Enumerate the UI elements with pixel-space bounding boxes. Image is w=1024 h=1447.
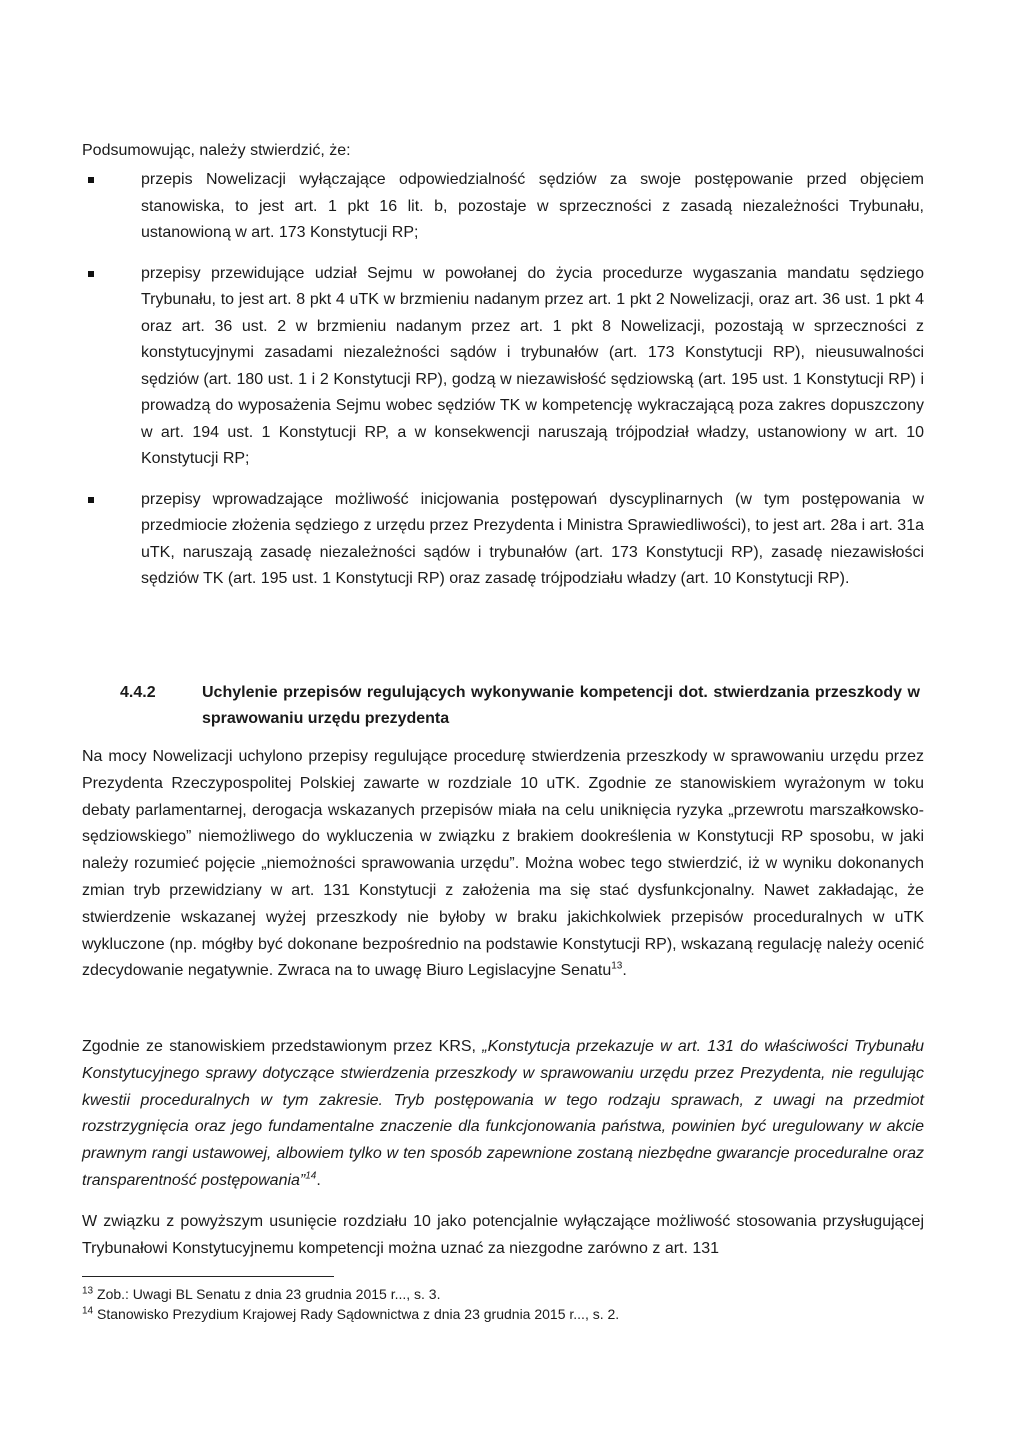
list-item [82, 487, 924, 593]
section-heading [120, 680, 920, 732]
list-item-text: przepis Nowelizacji wyłączające odpowiedzialność sędziów za swoje postępowanie przed objęciem stanowiska, to jest art. 1 pkt 16 lit. b, pozostaje w sprzeczności z zasadą niezależności Trybunału, ustanowioną w art. 173 Konstytucji RP; [141, 171, 924, 241]
paragraph-quote [82, 1034, 924, 1195]
bullet-marker [88, 271, 94, 277]
paragraph-text: Na mocy Nowelizacji uchylono przepisy regulujące procedurę stwierdzenia przeszkody w sprawowaniu urzędu przez Prezydenta Rzeczypospolitej Polskiej zawarte w rozdziale 10 uTK. Zgodnie ze stanowiskiem wyrażonym w toku debaty parlamentarnej, derogacja wskazanych przepisów miała na celu uniknięcia ryzyka „przewrotu marszałkowsko-sędziowskiego” niemożliwego do wykluczenia w związku z brakiem dookreślenia w Konstytucji RP sposobu, w jaki należy rozumieć pojęcie „niemożności sprawowania urzędu”. Można wobec tego stwierdzić, iż w wyniku dokonanych zmian tryb przewidziany w art. 131 Konstytucji z założenia ma się stać dysfunkcjonalny. Nawet zakładając, że stwierdzenie wskazanej wyżej przeszkody nie byłoby w braku jakichkolwiek przepisów proceduralnych w uTK wykluczone (np. mógłby być dokonane bezpośrednio na podstawie Konstytucji RP), wskazaną regulację należy ocenić zdecydowanie negatywnie. Zwraca na to uwagę Biuro Legislacyjne Senatu [82, 748, 924, 980]
paragraph-end: . [316, 1171, 321, 1189]
footnote-text: Zob.: Uwagi BL Senatu z dnia 23 grudnia 2015 r..., s. 3. [93, 1286, 441, 1302]
footnotes [82, 1284, 924, 1324]
list-item-text: przepisy wprowadzające możliwość inicjowania postępowań dyscyplinarnych (w tym postępowania w przedmiocie złożenia sędziego z urzędu przez Prezydenta i Ministra Sprawiedliwości), to jest art. 28a i art. 31a uTK, naruszają zasadę niezależności sądów i trybunałów (art. 173 Konstytucji RP), zasadę niezawisłości sędziów TK (art. 195 ust. 1 Konstytucji RP) oraz zasadę trójpodziału władzy (art. 10 Konstytucji RP). [141, 490, 924, 587]
bullet-marker [88, 177, 94, 183]
section-title: Uchylenie przepisów regulujących wykonywanie kompetencji dot. stwierdzania przeszkody w sprawowaniu urzędu prezydenta [202, 684, 920, 727]
paragraph-end: . [622, 962, 627, 980]
footnote-number: 13 [82, 1285, 94, 1297]
footnote-text: Stanowisko Prezydium Krajowej Rady Sądownictwa z dnia 23 grudnia 2015 r..., s. 2. [93, 1306, 620, 1322]
conclusions-list [82, 167, 924, 607]
section-number: 4.4.2 [120, 684, 156, 701]
paragraph-lead: Zgodnie ze stanowiskiem przedstawionym przez KRS, [82, 1038, 483, 1055]
footnote-ref[interactable]: 13 [611, 961, 623, 973]
list-item [82, 261, 924, 473]
footnote-ref[interactable]: 14 [305, 1170, 317, 1182]
footnote-separator [82, 1276, 334, 1277]
quoted-text: „Konstytucja przekazuje w art. 131 do właściwości Trybunału Konstytucyjnego sprawy dotyczące stwierdzenia przeszkody w sprawowaniu urzędu przez Prezydenta, nie regulując kwestii proceduralnych w tym zakresie. Tryb postępowania w tego rodzaju sprawach, z uwagi na przedmiot rozstrzygnięcia oraz jego fundamentalne znaczenie dla funkcjonowania państwa, powinien być uregulowany w akcie prawnym rangi ustawowej, albowiem tylko w ten sposób zapewnione zostaną niezbędne gwarancje proceduralne oraz transparentność postępowania” [82, 1038, 924, 1189]
list-item [82, 167, 924, 247]
paragraph: W związku z powyższym usunięcie rozdziału 10 jako potencjalnie wyłączające możliwość stosowania przysługującej Trybunałowi Konstytucyjnemu kompetencji można uznać za niezgodne zarówno z art. 131 [82, 1213, 924, 1257]
paragraph [82, 744, 924, 985]
bullet-marker [88, 497, 94, 503]
list-item-text: przepisy przewidujące udział Sejmu w powołanej do życia procedurze wygaszania mandatu sędziego Trybunału, to jest art. 8 pkt 4 uTK w brzmieniu nadanym przez art. 1 pkt 2 Nowelizacji, oraz art. 36 ust. 1 pkt 4 oraz art. 36 ust. 2 w brzmieniu nadanym przez art. 1 pkt 8 Nowelizacji, pozostają w sprzeczności z konstytucyjnymi zasadami niezależności sądów i trybunałów (art. 173 Konstytucji RP), nieusuwalności sędziów (art. 180 ust. 1 i 2 Konstytucji RP), godzą w niezawisłość sędziowską (art. 195 ust. 1 Konstytucji RP) i prowadzą do wyposażenia Sejmu wobec sędziów TK w kompetencję wykraczającą poza zakres dopuszczony w art. 194 ust. 1 Konstytucji RP, a w konsekwencji naruszają trójpodział władzy, ustanowiony w art. 10 Konstytucji RP; [141, 264, 924, 467]
footnote [82, 1284, 924, 1304]
footnote-number: 14 [82, 1305, 94, 1317]
footnote [82, 1304, 924, 1324]
intro-text: Podsumowując, należy stwierdzić, że: [82, 142, 351, 159]
